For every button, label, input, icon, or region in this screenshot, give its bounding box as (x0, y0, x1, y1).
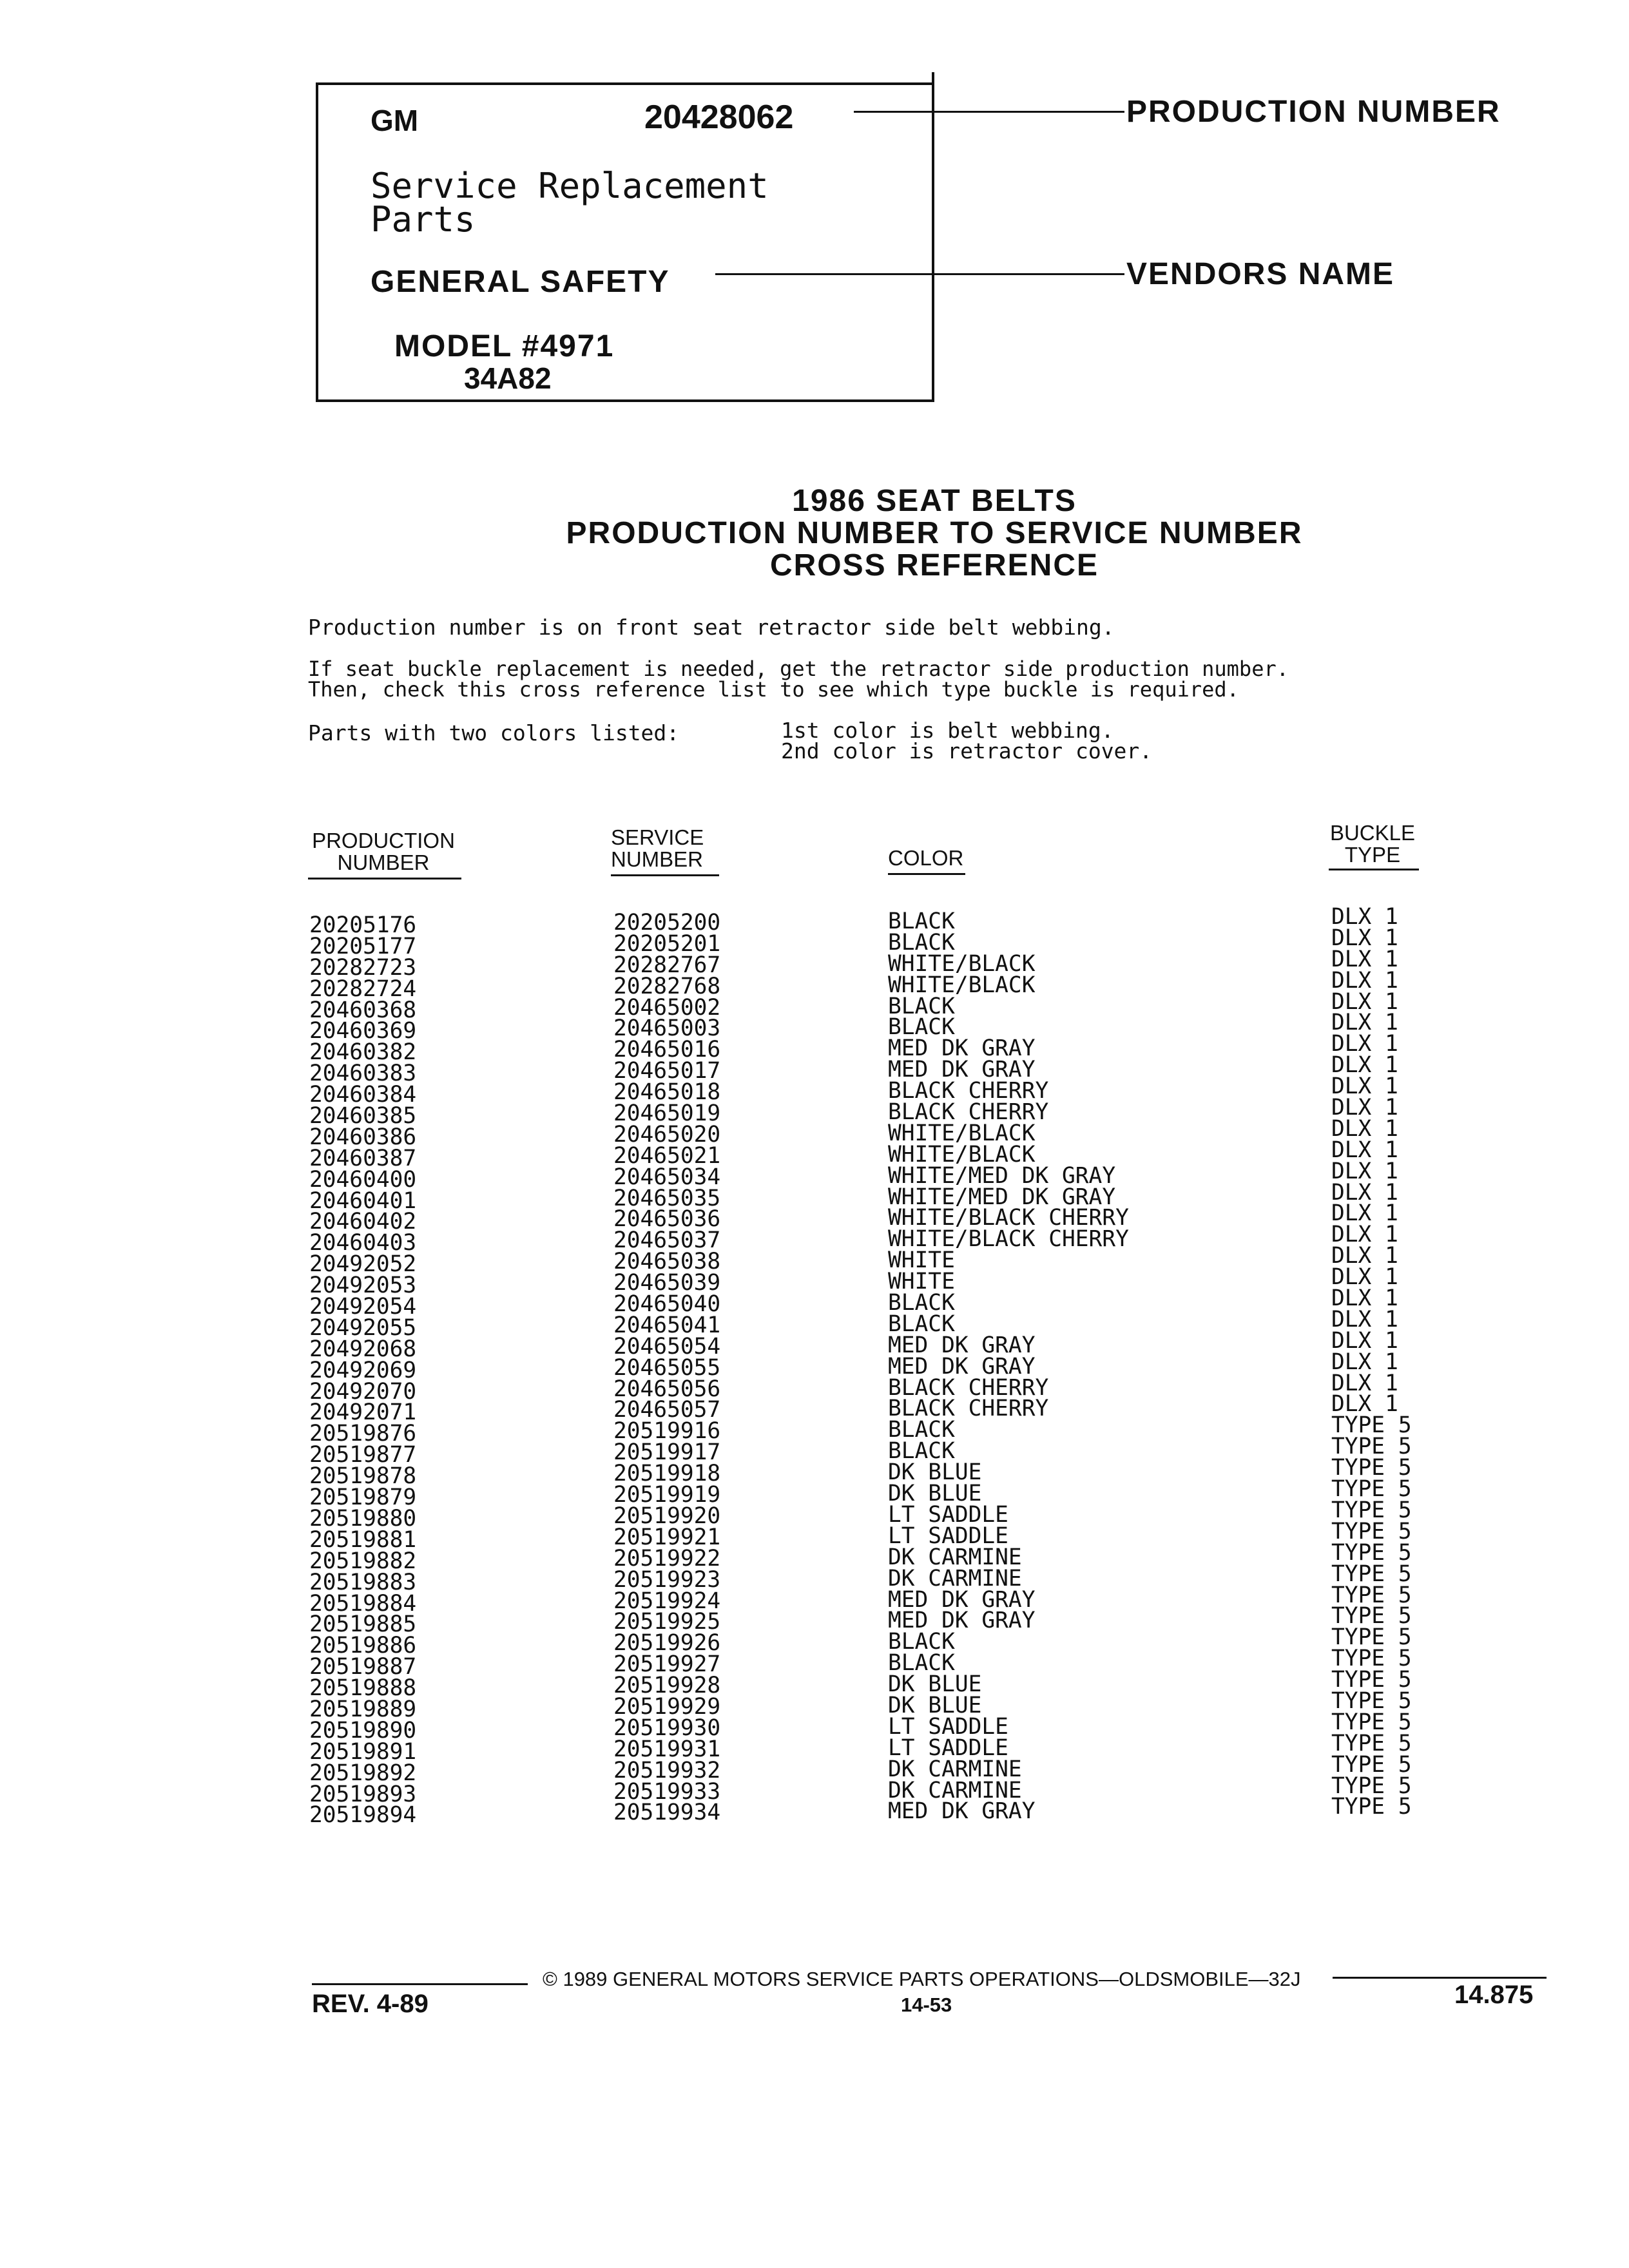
service-number-cell: 20465017 (613, 1058, 721, 1084)
color-cell: BLACK CHERRY (888, 1078, 1049, 1104)
service-number-cell: 20519919 (613, 1482, 721, 1508)
buckle-type-cell: TYPE 5 (1331, 1582, 1412, 1608)
buckle-type-cell: DLX 1 (1331, 904, 1398, 930)
production-number-cell: 20519879 (309, 1485, 417, 1511)
service-number-cell: 20519922 (613, 1545, 721, 1571)
buckle-type-cell: DLX 1 (1331, 1179, 1398, 1206)
color-cell: WHITE/MED DK GRAY (888, 1184, 1116, 1210)
production-number-cell: 20492070 (309, 1378, 417, 1405)
production-number-cell: 20492068 (309, 1336, 417, 1362)
production-number-cell: 20519888 (309, 1675, 417, 1702)
production-number-cell: 20519890 (309, 1717, 417, 1744)
buckle-type-cell: DLX 1 (1331, 967, 1398, 994)
buckle-type-cell: DLX 1 (1331, 946, 1398, 972)
color-cell: BLACK (888, 1311, 955, 1337)
buckle-type-cell: TYPE 5 (1331, 1751, 1412, 1778)
service-number-cell: 20465038 (613, 1249, 721, 1275)
color-cell: LT SADDLE (888, 1523, 1008, 1549)
color-cell: BLACK (888, 993, 955, 1019)
instruction-buckle-replacement: If seat buckle replacement is needed, get the retractor side production number. (308, 657, 1289, 681)
service-number-cell: 20519926 (613, 1630, 721, 1657)
service-number-cell: 20465019 (613, 1100, 721, 1127)
service-number-cell: 20465020 (613, 1121, 721, 1148)
service-number-cell: 20465039 (613, 1270, 721, 1296)
production-number-cell: 20492054 (309, 1294, 417, 1320)
color-cell: DK CARMINE (888, 1756, 1022, 1782)
production-number-cell: 20460385 (309, 1103, 417, 1129)
production-number-cell: 20492071 (309, 1399, 417, 1426)
color-cell: LT SADDLE (888, 1735, 1008, 1761)
buckle-type-cell: TYPE 5 (1331, 1561, 1412, 1587)
instruction-second-color: 2nd color is retractor cover. (781, 738, 1153, 764)
title-line-1: 1986 SEAT BELTS (792, 484, 1077, 518)
production-number-cell: 20282723 (309, 954, 417, 981)
label-vendor: GENERAL SAFETY (371, 265, 670, 299)
color-cell: BLACK CHERRY (888, 1396, 1049, 1422)
buckle-type-cell: TYPE 5 (1331, 1497, 1412, 1523)
footer-section-number: 14.875 (1454, 1981, 1534, 2009)
production-number-cell: 20519891 (309, 1738, 417, 1765)
production-number-cell: 20205176 (309, 912, 417, 938)
buckle-type-cell: DLX 1 (1331, 1158, 1398, 1184)
production-number-cell: 20519877 (309, 1442, 417, 1468)
color-cell: BLACK (888, 1650, 955, 1677)
production-number-cell: 20519882 (309, 1548, 417, 1574)
label-model: MODEL #4971 (394, 329, 615, 363)
production-number-cell: 20460400 (309, 1166, 417, 1193)
color-cell: WHITE (888, 1247, 955, 1274)
color-cell: BLACK (888, 1014, 955, 1041)
color-cell: WHITE/BLACK (888, 972, 1036, 998)
buckle-type-cell: DLX 1 (1331, 1243, 1398, 1269)
production-number-leader-line (854, 111, 1124, 113)
production-number-cell: 20519884 (309, 1590, 417, 1617)
production-number-cell: 20460401 (309, 1187, 417, 1214)
buckle-type-cell: TYPE 5 (1331, 1518, 1412, 1544)
service-number-cell: 20465054 (613, 1333, 721, 1360)
service-number-cell: 20465056 (613, 1376, 721, 1402)
production-number-cell: 20519883 (309, 1569, 417, 1595)
color-cell: WHITE (888, 1269, 955, 1295)
buckle-type-cell: TYPE 5 (1331, 1687, 1412, 1714)
color-cell: DK CARMINE (888, 1565, 1022, 1591)
buckle-type-cell: DLX 1 (1331, 925, 1398, 951)
buckle-type-cell: TYPE 5 (1331, 1773, 1412, 1799)
service-number-cell: 20519924 (613, 1588, 721, 1614)
color-cell: BLACK (888, 1438, 955, 1465)
service-number-cell: 20519930 (613, 1715, 721, 1741)
service-number-cell: 20519932 (613, 1757, 721, 1783)
production-number-cell: 20519886 (309, 1633, 417, 1659)
production-number-cell: 20492069 (309, 1357, 417, 1383)
service-number-cell: 20205201 (613, 930, 721, 957)
production-number-cell: 20519878 (309, 1463, 417, 1490)
color-cell: DK CARMINE (888, 1544, 1022, 1570)
footer-rule-left (312, 1983, 528, 1985)
service-number-cell: 20465016 (613, 1037, 721, 1063)
buckle-type-cell: TYPE 5 (1331, 1646, 1412, 1672)
service-number-cell: 20205200 (613, 910, 721, 936)
service-number-cell: 20465040 (613, 1291, 721, 1318)
production-number-cell: 20282724 (309, 975, 417, 1002)
header-service-underline (611, 874, 719, 876)
production-number-cell: 20519880 (309, 1505, 417, 1532)
label-line-service-replacement: Service Replacement (371, 166, 769, 206)
production-number-column (309, 912, 417, 1829)
label-line-parts: Parts (371, 199, 476, 240)
instruction-two-colors-lead: Parts with two colors listed: (308, 720, 680, 745)
buckle-type-cell: DLX 1 (1331, 1285, 1398, 1312)
buckle-type-cell: DLX 1 (1331, 1264, 1398, 1291)
color-cell: MED DK GRAY (888, 1332, 1036, 1358)
header-production-underline (308, 878, 461, 879)
buckle-type-cell: TYPE 5 (1331, 1476, 1412, 1503)
color-cell: BLACK (888, 929, 955, 956)
header-buckle-line1: BUCKLE (1329, 821, 1416, 845)
buckle-type-cell: DLX 1 (1331, 1349, 1398, 1375)
buckle-type-cell: TYPE 5 (1331, 1709, 1412, 1735)
service-number-cell: 20465034 (613, 1164, 721, 1190)
production-number-cell: 20460403 (309, 1230, 417, 1256)
service-number-cell: 20465035 (613, 1185, 721, 1211)
service-number-cell: 20519921 (613, 1524, 721, 1550)
color-cell: BLACK CHERRY (888, 1374, 1049, 1401)
production-number-cell: 20460382 (309, 1039, 417, 1066)
production-number-cell: 20460369 (309, 1018, 417, 1044)
service-number-cell: 20519925 (613, 1609, 721, 1635)
buckle-type-cell: DLX 1 (1331, 1327, 1398, 1354)
color-cell: MED DK GRAY (888, 1057, 1036, 1083)
color-cell: DK CARMINE (888, 1777, 1022, 1803)
buckle-type-cell: TYPE 5 (1331, 1434, 1412, 1460)
instruction-first-color: 1st color is belt webbing. (781, 718, 1114, 743)
buckle-type-cell: DLX 1 (1331, 1200, 1398, 1227)
buckle-type-column (1331, 904, 1412, 1820)
production-number-cell: 20519881 (309, 1526, 417, 1553)
service-number-cell: 20519928 (613, 1673, 721, 1699)
title-line-3: CROSS REFERENCE (769, 548, 1099, 582)
service-number-cell: 20519934 (613, 1800, 721, 1826)
label-make: GM (371, 104, 419, 137)
callout-vendors-name: VENDORS NAME (1126, 257, 1395, 291)
instruction-production-location: Production number is on front seat retractor side belt webbing. (308, 615, 1115, 640)
color-cell: BLACK CHERRY (888, 1099, 1049, 1126)
header-color: COLOR (888, 846, 964, 870)
service-number-cell: 20282768 (613, 973, 721, 999)
service-number-cell: 20465003 (613, 1015, 721, 1042)
production-number-cell: 20519892 (309, 1760, 417, 1786)
color-cell: WHITE/BLACK (888, 1120, 1036, 1146)
color-column (888, 908, 1129, 1825)
buckle-type-cell: TYPE 5 (1331, 1455, 1412, 1481)
buckle-type-cell: DLX 1 (1331, 1073, 1398, 1100)
color-cell: WHITE/BLACK CHERRY (888, 1205, 1129, 1231)
color-cell: WHITE/BLACK CHERRY (888, 1226, 1129, 1253)
service-number-cell: 20465057 (613, 1397, 721, 1423)
color-cell: MED DK GRAY (888, 1035, 1036, 1062)
buckle-type-cell: DLX 1 (1331, 1222, 1398, 1248)
header-service-line1: SERVICE (611, 825, 704, 849)
label-box-corner-tick (932, 72, 934, 85)
service-number-cell: 20465018 (613, 1079, 721, 1106)
color-cell: DK BLUE (888, 1481, 982, 1507)
color-cell: LT SADDLE (888, 1501, 1008, 1528)
production-number-cell: 20519885 (309, 1611, 417, 1638)
footer-copyright: © 1989 GENERAL MOTORS SERVICE PARTS OPERATIONS—OLDSMOBILE—32J (543, 1968, 1301, 1990)
production-number-cell: 20460386 (309, 1124, 417, 1150)
footer-page-code: 14-53 (901, 1994, 952, 2016)
buckle-type-cell: DLX 1 (1331, 988, 1398, 1015)
service-number-cell: 20465036 (613, 1206, 721, 1233)
service-number-column (613, 910, 721, 1826)
buckle-type-cell: TYPE 5 (1331, 1794, 1412, 1820)
color-cell: MED DK GRAY (888, 1353, 1036, 1379)
service-number-cell: 20465041 (613, 1312, 721, 1338)
buckle-type-cell: DLX 1 (1331, 1115, 1398, 1142)
buckle-type-cell: DLX 1 (1331, 1306, 1398, 1332)
color-cell: MED DK GRAY (888, 1798, 1036, 1825)
service-number-cell: 20519917 (613, 1439, 721, 1466)
vendor-leader-line (715, 273, 1124, 275)
color-cell: MED DK GRAY (888, 1586, 1036, 1613)
production-number-cell: 20492053 (309, 1273, 417, 1299)
color-cell: BLACK (888, 908, 955, 934)
buckle-type-cell: DLX 1 (1331, 1010, 1398, 1036)
header-buckle-line2: TYPE (1344, 843, 1401, 867)
title-line-2: PRODUCTION NUMBER TO SERVICE NUMBER (566, 516, 1303, 550)
service-number-cell: 20519927 (613, 1651, 721, 1678)
color-cell: WHITE/MED DK GRAY (888, 1162, 1116, 1189)
production-number-cell: 20460383 (309, 1061, 417, 1087)
label-production-number: 20428062 (644, 99, 794, 136)
production-number-cell: 20492055 (309, 1314, 417, 1341)
footer-rule-right (1333, 1977, 1547, 1979)
production-number-cell: 20205177 (309, 933, 417, 959)
service-number-cell: 20519933 (613, 1778, 721, 1805)
buckle-type-cell: TYPE 5 (1331, 1667, 1412, 1693)
color-cell: WHITE/BLACK (888, 1141, 1036, 1168)
production-number-cell: 20460402 (309, 1209, 417, 1235)
service-number-cell: 20465021 (613, 1142, 721, 1169)
buckle-type-cell: DLX 1 (1331, 1031, 1398, 1057)
header-production-line1: PRODUCTION (312, 829, 455, 852)
color-cell: WHITE/BLACK (888, 950, 1036, 977)
color-cell: BLACK (888, 1290, 955, 1316)
color-cell: BLACK (888, 1417, 955, 1443)
production-number-cell: 20460387 (309, 1145, 417, 1171)
service-number-cell: 20465002 (613, 994, 721, 1021)
color-cell: DK BLUE (888, 1671, 982, 1698)
production-number-cell: 20519893 (309, 1781, 417, 1807)
buckle-type-cell: DLX 1 (1331, 1137, 1398, 1163)
production-number-cell: 20460368 (309, 997, 417, 1023)
service-number-cell: 20519916 (613, 1418, 721, 1445)
header-service-line2: NUMBER (611, 847, 704, 871)
production-number-cell: 20519876 (309, 1421, 417, 1447)
header-production-line2: NUMBER (337, 850, 430, 874)
color-cell: DK BLUE (888, 1459, 982, 1486)
instruction-check-list: Then, check this cross reference list to see which type buckle is required. (308, 677, 1239, 702)
color-cell: MED DK GRAY (888, 1608, 1036, 1634)
service-number-cell: 20519929 (613, 1693, 721, 1720)
service-number-cell: 20465055 (613, 1354, 721, 1381)
label-code: 34A82 (464, 361, 552, 395)
buckle-type-cell: DLX 1 (1331, 1370, 1398, 1396)
buckle-type-cell: TYPE 5 (1331, 1603, 1412, 1629)
service-number-cell: 20519920 (613, 1503, 721, 1529)
service-number-cell: 20519923 (613, 1566, 721, 1593)
service-number-cell: 20465037 (613, 1227, 721, 1254)
production-number-cell: 20519887 (309, 1654, 417, 1680)
production-number-cell: 20519894 (309, 1802, 417, 1829)
color-cell: BLACK (888, 1629, 955, 1655)
service-number-cell: 20282767 (613, 952, 721, 978)
footer-revision: REV. 4-89 (312, 1990, 429, 2018)
callout-production-number: PRODUCTION NUMBER (1126, 95, 1501, 129)
buckle-type-cell: TYPE 5 (1331, 1624, 1412, 1651)
color-cell: LT SADDLE (888, 1713, 1008, 1740)
production-number-cell: 20519889 (309, 1696, 417, 1722)
buckle-type-cell: DLX 1 (1331, 1095, 1398, 1121)
service-number-cell: 20519918 (613, 1461, 721, 1487)
production-number-cell: 20492052 (309, 1251, 417, 1278)
color-cell: DK BLUE (888, 1692, 982, 1718)
buckle-type-cell: TYPE 5 (1331, 1539, 1412, 1566)
buckle-type-cell: DLX 1 (1331, 1052, 1398, 1079)
service-number-cell: 20519931 (613, 1736, 721, 1762)
buckle-type-cell: TYPE 5 (1331, 1412, 1412, 1439)
header-buckle-underline (1329, 869, 1419, 870)
buckle-type-cell: TYPE 5 (1331, 1730, 1412, 1756)
header-color-underline (888, 873, 965, 875)
buckle-type-cell: DLX 1 (1331, 1391, 1398, 1418)
production-number-cell: 20460384 (309, 1082, 417, 1108)
